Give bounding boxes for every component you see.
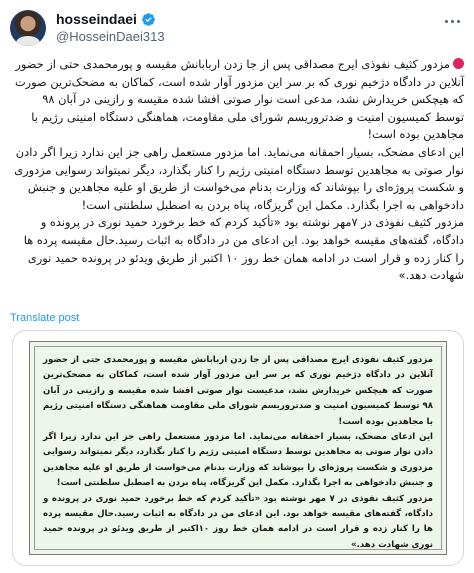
media-paragraph-2: این ادعای مضحک، بسیار احمقانه می‌نماید. اما مزدور مستعمل راهی جز این ندارد زیرا اگر دادن نوار صوتی به مجاهدین توسط دستگاه امنیتی رژیم را کنار بگذارد، دیگر نمیتواند رسوایی مزدوری و شکست پروژه‌ای را بپوشاند که وزارت بدنام می‌خواست از طریق او علیه مجاهدین و جنبش دادخواهی به اجرا بگذارد. مکمل این گریزگاه، پناه بردن به اصطبل سلطنتی است! xyxy=(43,432,433,489)
attached-document-frame xyxy=(29,341,447,555)
media-paragraph-3: مزدور کثیف نفوذی در ۷ مهر نوشته بود «تأکید کردم که خط برخورد حمید نوری در پرونده و دادگاه، گفته‌های مقیسه خواهد بود. این ادعای من در دادگاه به اثبات رسید.حال مقیسه پرده ها را کنار زده و قرار است در ادامه همان خط روز ۱۰اکتبر از طریق ویدئو در پرونده حمید نوری شهادت دهد.» xyxy=(43,493,433,550)
tweet-paragraph-3: مزدور کثیف نفوذی در ۷مهر نوشته بود «تأکید کردم که خط برخورد حمید نوری در پرونده و دادگاه، گفته‌های مقیسه خواهد بود. این ادعای من در دادگاه به اثبات رسید.حال مقیسه پرده ها را کنار زده و قرار است در ادامه همان خط روز ۱۰ اکتبر از طریق ویدئو در پرونده حمید نوری شهادت دهد.» xyxy=(23,215,464,283)
red-circle-emoji-icon xyxy=(453,58,464,69)
tweet-text xyxy=(12,56,464,285)
media-paragraph-1: مزدور کثیف نفوذی ایرج مصداقی پس از جا زدن اربابانش مقیسه و پورمحمدی حتی از حضور آنلاین در دادگاه دژخیم نوری که بر سر این مزدور آوار شده است، کماکان به مضحک‌ترین صورت که هیچکس خریدارش نشد، مدعیست نوار صوتی افشا شده مقیسه و رازینی در آبان ۹۸ توسط کمیسیون امنیت و ضدتروریسم شورای ملی مقاومت هماهنگی دستگاه امنیتی رژیم با مجاهدین بوده است! xyxy=(43,355,433,427)
tweet-paragraph-1-text: مزدور کثیف نفوذی ایرج مصداقی پس از جا زدن اربابانش مقیسه و پورمحمدی حتی از حضور آنلاین در دادگاه دژخیم نوری که بر سر این مزدور آوار شده است، کماکان به مضحک‌ترین صورت که هیچکس خریدارش نشد، مدعی است نوار صوتی افشا شده مقیسه و رازینی در آبان ۹۸ توسط کمیسیون امنیت و ضدتروریسم شورای ملی مقاومت، هماهنگی دستگاه امنیتی رژیم با مجاهدین بوده است! xyxy=(14,57,464,142)
tweet-paragraph-2: این ادعای مضحک، بسیار احمقانه می‌نماید. اما مزدور مستعمل راهی جز این ندارد زیرا اگر دادن نوار صوتی به مجاهدین توسط دستگاه امنیتی رژیم را کنار بگذارد، دیگر نمیتواند رسوایی مزدوری و شکست پروژه‌ای را بپوشاند که وزارت بدنام می‌خواست از طریق او علیه مجاهدین و جنبش دادخواهی به اجرا بگذارد. مکمل این گریزگاه، پناه بردن به اصطبل سلطنتی است! xyxy=(14,144,464,212)
more-options-icon[interactable] xyxy=(442,14,462,28)
attached-image[interactable] xyxy=(12,330,464,566)
translate-post-link[interactable]: Translate post xyxy=(10,312,80,324)
author-display-name[interactable]: hosseindaei xyxy=(56,11,137,27)
attached-document-text xyxy=(34,346,442,550)
tweet-header xyxy=(10,10,464,46)
author-handle[interactable]: @HosseinDaei313 xyxy=(56,29,165,44)
avatar[interactable] xyxy=(10,10,46,46)
verified-badge-icon xyxy=(141,12,156,27)
author-name-row xyxy=(56,11,156,27)
tweet-paragraph-1 xyxy=(12,56,464,144)
